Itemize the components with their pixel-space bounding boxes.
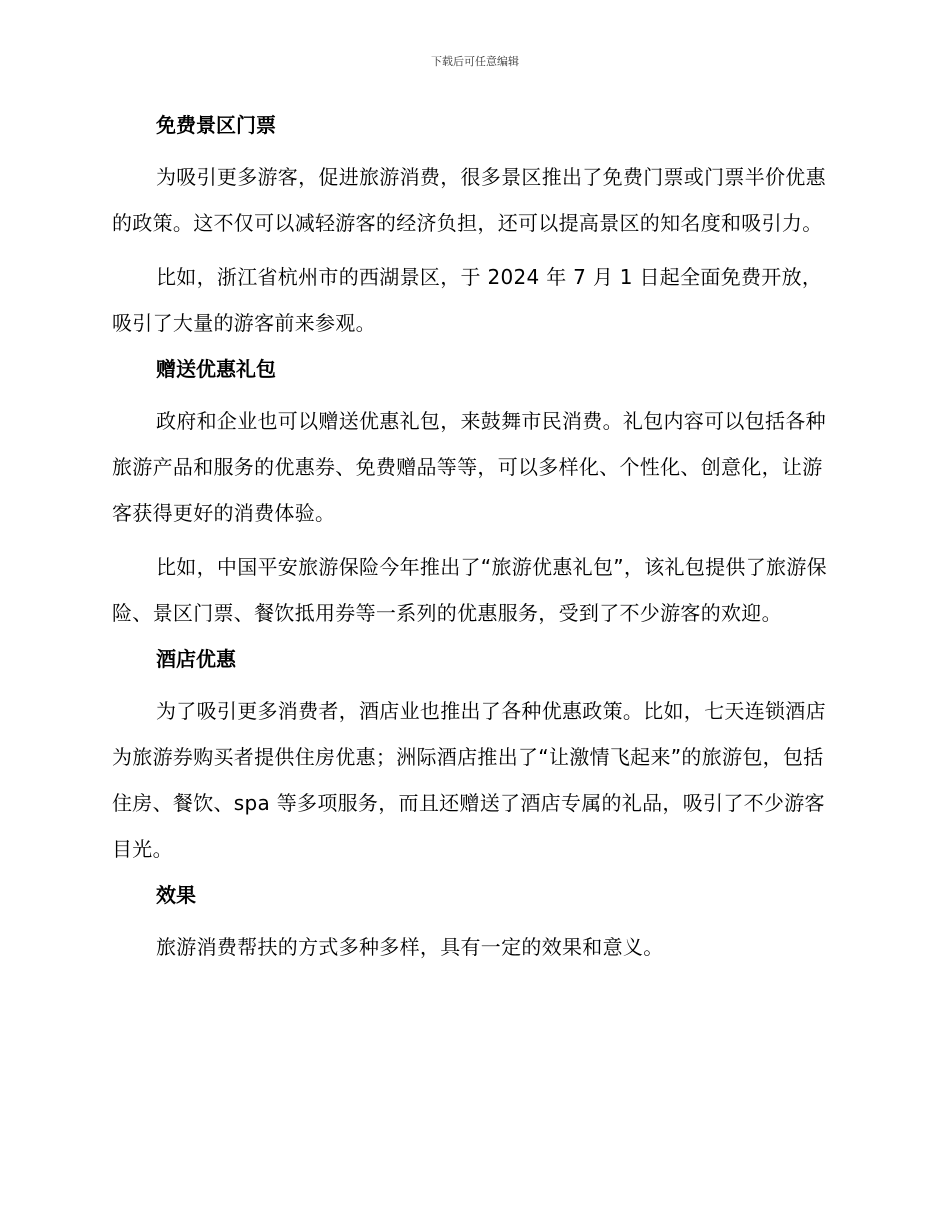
- section-hotel-discounts: [112, 644, 832, 872]
- section-heading: 赠送优惠礼包: [156, 357, 276, 381]
- section-heading: 效果: [156, 883, 196, 907]
- paragraph: 旅游消费帮扶的方式多种多样，具有一定的效果和意义。: [156, 935, 664, 959]
- paragraph: 为了吸引更多消费者，酒店业也推出了各种优惠政策。比如，七天连锁酒店为旅游券购买者提供住房优惠；洲际酒店推出了“让激情飞起来”的旅游包，包括住房、餐饮、spa 等多项服务，而且还赠送了酒店专属的礼品，吸引了不少游客目光。: [112, 699, 826, 861]
- section-effects: [112, 880, 832, 970]
- section-free-tickets: [112, 110, 832, 346]
- paragraph: 比如，浙江省杭州市的西湖景区，于 2024 年 7 月 1 日起全面免费开放，吸引了大量的游客前来参观。: [112, 265, 823, 335]
- section-gift-packages: [112, 354, 832, 636]
- paragraph: 政府和企业也可以赠送优惠礼包，来鼓舞市民消费。礼包内容可以包括各种旅游产品和服务的优惠券、免费赠品等等，可以多样化、个性化、创意化，让游客获得更好的消费体验。: [112, 409, 826, 525]
- section-heading: 酒店优惠: [156, 647, 236, 671]
- document-body: [112, 110, 832, 978]
- paragraph: 比如，中国平安旅游保险今年推出了“旅游优惠礼包”，该礼包提供了旅游保险、景区门票、餐饮抵用券等一系列的优惠服务，受到了不少游客的欢迎。: [112, 555, 827, 625]
- paragraph: 为吸引更多游客，促进旅游消费，很多景区推出了免费门票或门票半价优惠的政策。这不仅可以减轻游客的经济负担，还可以提高景区的知名度和吸引力。: [112, 165, 826, 235]
- page-header-note: 下载后可任意编辑: [431, 55, 519, 68]
- section-heading: 免费景区门票: [156, 113, 276, 137]
